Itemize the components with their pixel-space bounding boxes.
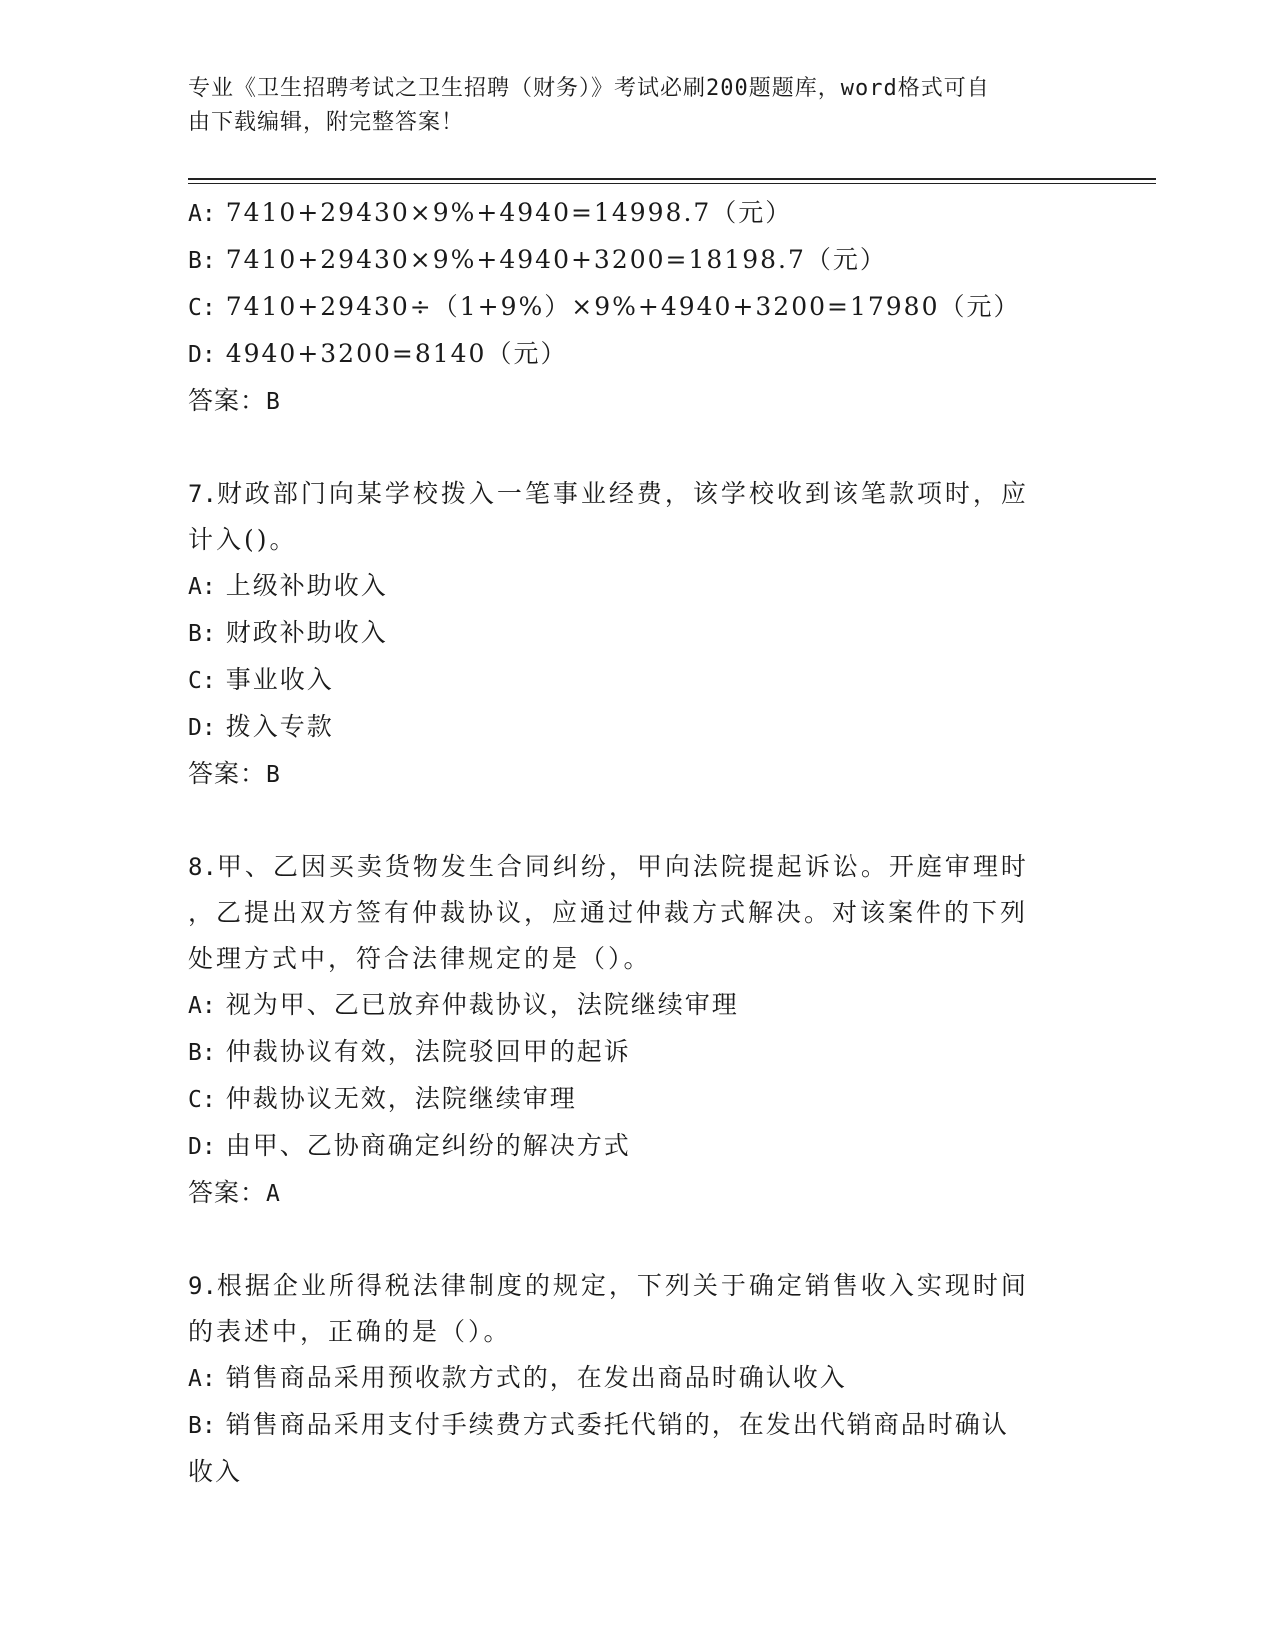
question-continued [188, 190, 1088, 425]
option-b [188, 1402, 1088, 1449]
header-divider-thin [188, 183, 1156, 184]
option-text: 由甲、乙协商确定纠纷的解决方式 [225, 1131, 631, 1160]
question-stem-line [188, 844, 1088, 890]
option-text: 7410+29430×9%+4940+3200=18198.7（元） [225, 245, 887, 274]
answer-value: B [266, 389, 281, 415]
answer-label: 答案： [188, 386, 267, 415]
question-stem-line: 的表述中，正确的是（）。 [188, 1317, 512, 1346]
question-number: 9. [188, 1272, 217, 1300]
option-text: 销售商品采用预收款方式的，在发出商品时确认收入 [225, 1363, 847, 1392]
option-b [188, 237, 1088, 284]
option-a [188, 982, 1088, 1029]
option-text: 7410+29430×9%+4940=14998.7（元） [225, 198, 793, 227]
option-key: D: [188, 342, 216, 368]
option-key: C: [188, 668, 216, 694]
option-b-continued: 收入 [188, 1457, 243, 1486]
option-d [188, 704, 1088, 751]
question-text: 财政部门向某学校拨入一笔事业经费，该学校收到该笔款项时，应 [216, 479, 1029, 508]
answer-value: B [266, 762, 281, 788]
question-number: 8. [188, 853, 217, 881]
option-key: D: [188, 1134, 216, 1160]
spacer [188, 425, 1088, 471]
spacer [188, 798, 1088, 844]
option-a [188, 1355, 1088, 1402]
option-key: B: [188, 1413, 216, 1439]
option-text: 仲裁协议无效，法院继续审理 [225, 1084, 577, 1113]
option-c [188, 657, 1088, 704]
question-7 [188, 471, 1088, 798]
option-b [188, 1029, 1088, 1076]
option-text: 仲裁协议有效，法院驳回甲的起诉 [225, 1037, 631, 1066]
option-key: A: [188, 201, 216, 227]
option-key: A: [188, 993, 216, 1019]
answer-line [188, 751, 1088, 798]
question-text: 甲、乙因买卖货物发生合同纠纷，甲向法院提起诉讼。开庭审理时 [216, 852, 1029, 881]
option-d [188, 331, 1088, 378]
option-text: 上级补助收入 [225, 571, 388, 600]
question-9 [188, 1263, 1088, 1495]
option-text: 财政补助收入 [225, 618, 388, 647]
option-c [188, 284, 1088, 331]
question-text: 根据企业所得税法律制度的规定，下列关于确定销售收入实现时间 [216, 1271, 1029, 1300]
option-key: B: [188, 248, 216, 274]
option-a [188, 563, 1088, 610]
question-stem-line [188, 471, 1088, 517]
document-header [188, 72, 1068, 140]
answer-label: 答案： [188, 759, 267, 788]
option-key: D: [188, 715, 216, 741]
question-stem-line: 计入()。 [188, 525, 298, 554]
question-stem-line: 处理方式中，符合法律规定的是（）。 [188, 944, 652, 973]
option-text: 7410+29430÷（1+9%）×9%+4940+3200=17980（元） [225, 292, 1021, 321]
question-stem [188, 1263, 1088, 1355]
answer-label: 答案： [188, 1178, 267, 1207]
option-key: A: [188, 574, 216, 600]
spacer [188, 1217, 1088, 1263]
option-key: A: [188, 1366, 216, 1392]
option-text: 拨入专款 [225, 712, 334, 741]
question-stem-line: ，乙提出双方签有仲裁协议，应通过仲裁方式解决。对该案件的下列 [188, 898, 1029, 927]
question-8 [188, 844, 1088, 1217]
header-line-2: 由下载编辑，附完整答案！ [188, 110, 465, 135]
answer-line [188, 378, 1088, 425]
question-list [188, 190, 1088, 1495]
header-divider-thick [188, 178, 1156, 180]
option-a [188, 190, 1088, 237]
option-d [188, 1123, 1088, 1170]
header-line-1: 专业《卫生招聘考试之卫生招聘（财务）》考试必刷200题题库，word格式可自 [188, 76, 990, 101]
option-key: B: [188, 1040, 216, 1066]
option-key: B: [188, 621, 216, 647]
option-key: C: [188, 295, 216, 321]
option-text: 销售商品采用支付手续费方式委托代销的，在发出代销商品时确认 [225, 1410, 1009, 1439]
question-stem [188, 844, 1088, 982]
question-stem-line [188, 1263, 1088, 1309]
answer-line [188, 1170, 1088, 1217]
option-b [188, 610, 1088, 657]
option-text: 事业收入 [225, 665, 334, 694]
option-key: C: [188, 1087, 216, 1113]
answer-value: A [266, 1181, 281, 1207]
option-text: 4940+3200=8140（元） [225, 339, 568, 368]
question-stem [188, 471, 1088, 563]
option-c [188, 1076, 1088, 1123]
question-number: 7. [188, 480, 217, 508]
option-text: 视为甲、乙已放弃仲裁协议，法院继续审理 [225, 990, 739, 1019]
